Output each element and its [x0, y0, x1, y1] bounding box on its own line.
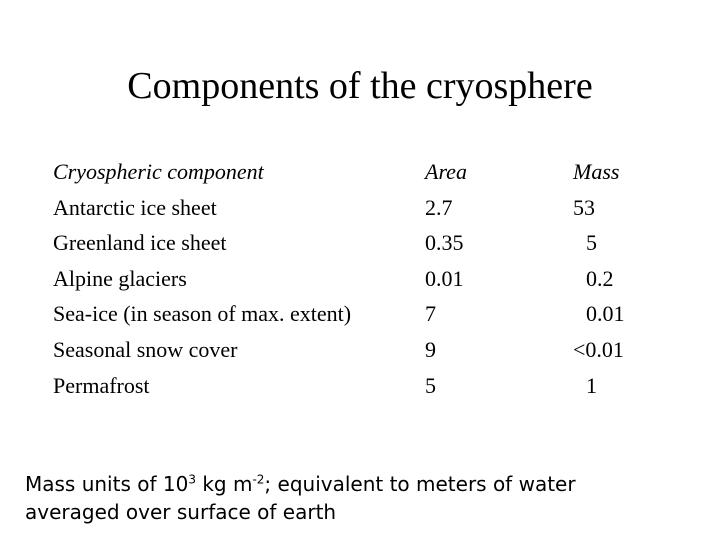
row-component: Antarctic ice sheet — [53, 194, 217, 220]
slide-title: Components of the cryosphere — [127, 65, 593, 107]
row-area: 7 — [425, 301, 436, 327]
table-row — [53, 368, 653, 404]
footnote-text: Mass units of 10 — [25, 472, 189, 496]
footnote-text: kg m — [195, 472, 253, 496]
table-row — [53, 225, 653, 261]
row-mass: 5 — [586, 230, 597, 256]
table-row — [53, 261, 653, 297]
row-area: 0.35 — [425, 230, 464, 256]
row-area: 2.7 — [425, 194, 453, 220]
header-component: Cryospheric component — [53, 159, 264, 184]
header-area: Area — [425, 159, 467, 184]
row-component: Seasonal snow cover — [53, 336, 238, 362]
row-mass: 53 — [573, 194, 595, 220]
row-area: 5 — [425, 372, 436, 398]
row-mass: 0.2 — [586, 265, 614, 291]
header-mass: Mass — [573, 159, 620, 184]
row-component: Greenland ice sheet — [53, 230, 227, 256]
table-row — [53, 332, 653, 368]
row-mass: <0.01 — [573, 336, 624, 362]
footnote-exponent: -2 — [252, 472, 265, 487]
row-mass: 0.01 — [586, 301, 625, 327]
cryosphere-table — [53, 154, 653, 403]
mass-units-footnote — [25, 470, 715, 526]
table-header-row — [53, 154, 653, 190]
row-area: 9 — [425, 336, 436, 362]
row-component: Sea-ice (in season of max. extent) — [53, 301, 352, 327]
footnote-exponent: 3 — [188, 472, 196, 487]
table-row — [53, 296, 653, 332]
footnote-line-2: averaged over surface of earth — [25, 500, 337, 524]
footnote-text: ; equivalent to meters of water — [264, 472, 576, 496]
footnote-line-1 — [25, 470, 715, 498]
row-mass: 1 — [586, 372, 597, 398]
row-component: Permafrost — [53, 372, 150, 398]
row-area: 0.01 — [425, 265, 464, 291]
table-row — [53, 190, 653, 226]
row-component: Alpine glaciers — [53, 265, 187, 291]
